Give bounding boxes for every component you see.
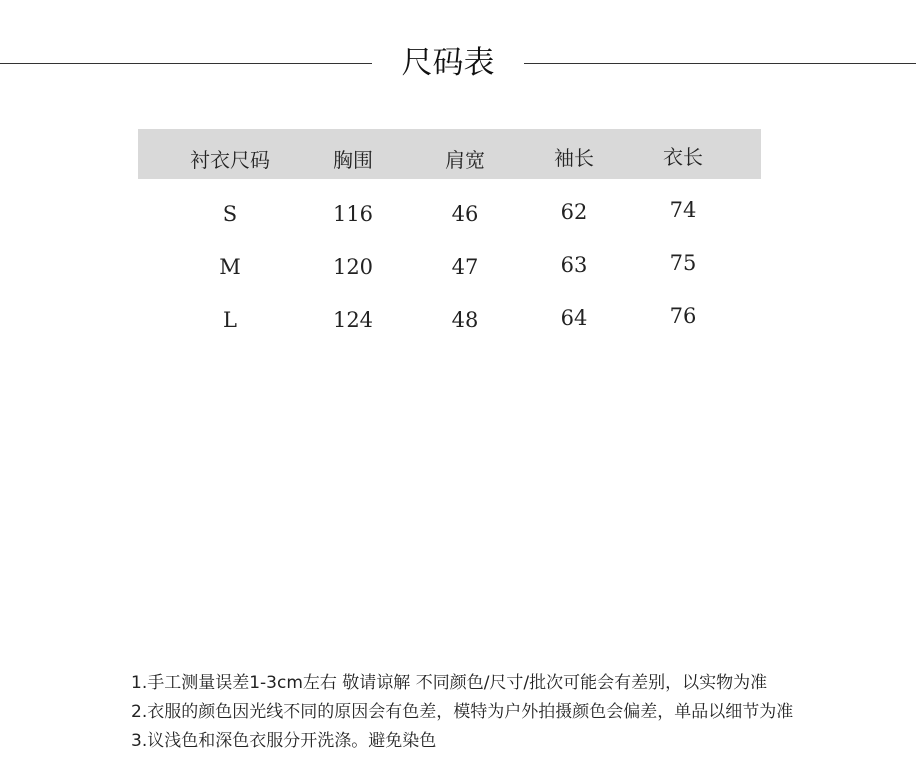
size-cell: S bbox=[222, 202, 238, 226]
size-cell: L bbox=[223, 308, 237, 332]
table-row bbox=[138, 179, 761, 232]
length-cell: 74 bbox=[669, 198, 697, 222]
note-color: 2.衣服的颜色因光线不同的原因会有色差，模特为户外拍摄颜色会偏差，单品以细节为准 bbox=[131, 702, 794, 722]
header-length: 衣长 bbox=[663, 145, 703, 169]
chest-cell: 116 bbox=[332, 202, 374, 226]
sleeve-cell: 64 bbox=[560, 306, 588, 330]
note-washing: 3.议浅色和深色衣服分开洗涤。避免染色 bbox=[131, 731, 437, 751]
size-cell: M bbox=[219, 255, 241, 279]
header-shirt-size: 衬衣尺码 bbox=[190, 148, 270, 172]
title-divider-right bbox=[524, 63, 916, 64]
length-cell: 75 bbox=[669, 251, 697, 275]
notes-list bbox=[131, 669, 891, 756]
table-row bbox=[138, 285, 761, 338]
length-cell: 76 bbox=[669, 304, 697, 328]
sleeve-cell: 63 bbox=[560, 253, 588, 277]
table-header bbox=[138, 129, 761, 179]
sleeve-cell: 62 bbox=[560, 200, 588, 224]
header-shoulder: 肩宽 bbox=[445, 148, 485, 172]
header-chest: 胸围 bbox=[333, 148, 373, 172]
chest-cell: 120 bbox=[332, 255, 374, 279]
title-divider-left bbox=[0, 63, 372, 64]
chest-cell: 124 bbox=[332, 308, 374, 332]
shoulder-cell: 48 bbox=[451, 308, 479, 332]
page-title: 尺码表 bbox=[401, 45, 495, 81]
shoulder-cell: 47 bbox=[451, 255, 479, 279]
size-table bbox=[138, 129, 761, 338]
shoulder-cell: 46 bbox=[451, 202, 479, 226]
table-row bbox=[138, 232, 761, 285]
header-sleeve: 袖长 bbox=[554, 146, 594, 170]
note-measurement: 1.手工测量误差1-3cm左右 敬请谅解 不同颜色/尺寸/批次可能会有差别，以实物为准 bbox=[131, 673, 768, 693]
